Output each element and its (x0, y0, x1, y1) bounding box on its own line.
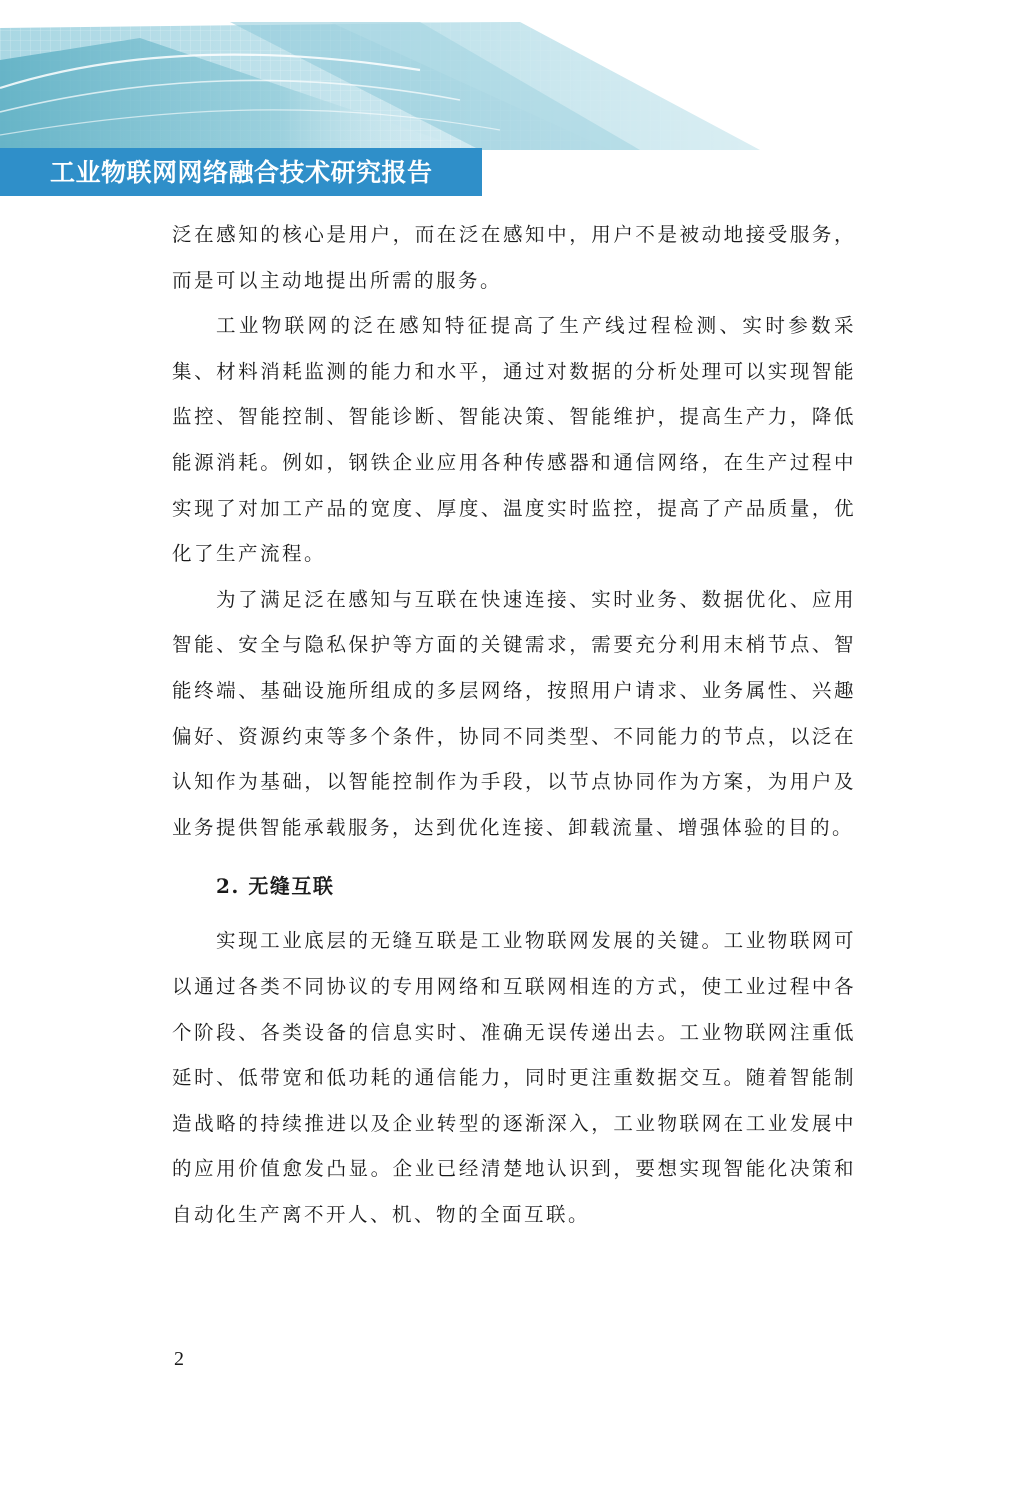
page-number: 2 (174, 1348, 184, 1370)
section-paragraph: 实现工业底层的无缝互联是工业物联网发展的关键。工业物联网可以通过各类不同协议的专用网络和互联网相连的方式，使工业过程中各个阶段、各类设备的信息实时、准确无误传递出去。工业物联网注重低延时、低带宽和低功耗的通信能力，同时更注重数据交互。随着智能制造战略的持续推进以及企业转型的逐渐深入，工业物联网在工业发展中的应用价值愈发凸显。企业已经清楚地认识到，要想实现智能化决策和自动化生产离不开人、机、物的全面互联。 (172, 929, 856, 1226)
paragraph-2: 工业物联网的泛在感知特征提高了生产线过程检测、实时参数采集、材料消耗监测的能力和水平，通过对数据的分析处理可以实现智能监控、智能控制、智能诊断、智能决策、智能维护，提高生产力，降低能源消耗。例如，钢铁企业应用各种传感器和通信网络，在生产过程中实现了对加工产品的宽度、厚度、温度实时监控，提高了产品质量，优化了生产流程。 (172, 314, 856, 566)
paragraph-1: 泛在感知的核心是用户，而在泛在感知中，用户不是被动地接受服务，而是可以主动地提出所需的服务。 (172, 223, 856, 292)
page-content (172, 212, 856, 1237)
paragraph-3: 为了满足泛在感知与互联在快速连接、实时业务、数据优化、应用智能、安全与隐私保护等方面的关键需求，需要充分利用末梢节点、智能终端、基础设施所组成的多层网络，按照用户请求、业务属性、兴趣偏好、资源约束等多个条件，协同不同类型、不同能力的节点，以泛在认知作为基础，以智能控制作为手段，以节点协同作为方案，为用户及业务提供智能承载服务，达到优化连接、卸载流量、增强体验的目的。 (172, 587, 856, 839)
report-title: 工业物联网网络融合技术研究报告 (50, 158, 433, 187)
section-heading: 2. 无缝互联 (216, 874, 335, 899)
